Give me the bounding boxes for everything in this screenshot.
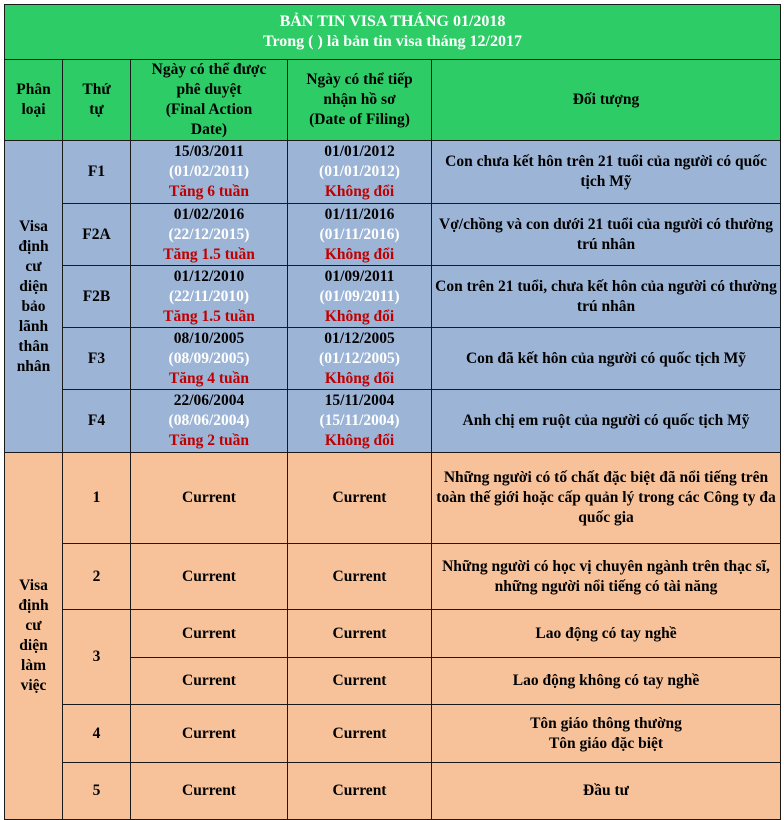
filing-cell [288,328,432,390]
order-cell: F4 [63,390,131,453]
filing-cell [288,390,432,453]
final-action-cell [131,266,288,328]
order-cell: 5 [63,763,131,820]
final-action-cell: Current [131,453,288,544]
order-cell: 2 [63,544,131,610]
final-action-previous: (01/02/2011) [168,163,250,180]
header-date-of-filing: Ngày có thể tiếp nhận hồ sơ (Date of Filing) [288,60,432,141]
employment-row-5 [5,763,781,820]
filing-cell [288,204,432,266]
employment-row-1 [5,453,781,544]
header-order: Thứ tự [63,60,131,141]
filing-cell: Current [288,705,432,763]
bulletin-title: BẢN TIN VISA THÁNG 01/2018 [279,13,506,30]
final-action-cell: Current [131,610,288,658]
subject-cell: Những người có học vị chuyên ngành trên thạc sĩ, những người nổi tiếng có tài năng [432,544,781,610]
employment-category: Visa định cư diện làm việc [5,453,63,820]
family-row-f3 [5,328,781,390]
filing-date: 15/11/2004 [324,392,395,409]
final-action-change: Tăng 1.5 tuần [163,307,255,325]
final-action-cell: Current [131,544,288,610]
subject-cell: Lao động không có tay nghề [432,658,781,705]
order-cell: 1 [63,453,131,544]
final-action-date: 08/10/2005 [173,329,245,347]
filing-cell: Current [288,658,432,705]
filing-cell [288,141,432,204]
filing-cell: Current [288,610,432,658]
filing-change: Không đổi [324,307,395,325]
filing-change: Không đổi [324,432,395,449]
order-cell: 4 [63,705,131,763]
final-action-date: 22/06/2004 [173,392,245,409]
final-action-change: Tăng 4 tuần [168,369,250,387]
filing-change: Không đổi [324,245,395,263]
filing-previous: (01/09/2011) [319,287,400,305]
filing-cell: Current [288,453,432,544]
filing-previous: (01/12/2005) [319,349,400,367]
header-subject: Đối tượng [432,60,781,141]
subject-cell: Con chưa kết hôn trên 21 tuổi của người có quốc tịch Mỹ [432,141,781,204]
filing-date: 01/09/2011 [324,267,395,285]
title-row [5,5,781,60]
filing-date: 01/01/2012 [324,143,395,160]
final-action-change: Tăng 1.5 tuần [163,245,255,263]
final-action-cell [131,328,288,390]
order-cell: F2B [63,266,131,328]
subject-cell: Tôn giáo thông thường Tôn giáo đặc biệt [432,705,781,763]
final-action-cell [131,204,288,266]
filing-date: 01/12/2005 [324,329,395,347]
order-cell: F3 [63,328,131,390]
family-category: Visa định cư diện bảo lãnh thân nhân [5,141,63,453]
final-action-previous: (22/12/2015) [168,225,250,243]
visa-bulletin-table [4,4,781,820]
header-final-action-date: Ngày có thể được phê duyệt (Final Action Date) [131,60,288,141]
subject-cell: Con đã kết hôn của người có quốc tịch Mỹ [432,328,781,390]
final-action-previous: (08/09/2005) [168,349,250,367]
subject-cell: Đầu tư [432,763,781,820]
final-action-change: Tăng 6 tuần [168,183,250,200]
filing-change: Không đổi [324,183,395,200]
order-cell: F2A [63,204,131,266]
subject-cell: Anh chị em ruột của người có quốc tịch Mỹ [432,390,781,453]
subject-cell: Con trên 21 tuổi, chưa kết hôn của người có thường trú nhân [432,266,781,328]
filing-previous: (01/11/2016) [319,225,400,243]
filing-cell: Current [288,763,432,820]
order-cell: F1 [63,141,131,204]
final-action-cell [131,141,288,204]
family-row-f1 [5,141,781,204]
final-action-cell [131,390,288,453]
final-action-cell: Current [131,763,288,820]
filing-previous: (01/01/2012) [319,163,400,180]
final-action-date: 01/12/2010 [173,267,245,285]
filing-change: Không đổi [324,369,395,387]
final-action-cell: Current [131,658,288,705]
family-row-f2b [5,266,781,328]
bulletin-subtitle: Trong ( ) là bản tin visa tháng 12/2017 [262,33,522,50]
order-cell: 3 [63,610,131,705]
filing-date: 01/11/2016 [324,205,395,223]
employment-row-2 [5,544,781,610]
family-row-f2a [5,204,781,266]
final-action-date: 15/03/2011 [174,143,244,160]
header-row [5,60,781,141]
final-action-cell: Current [131,705,288,763]
family-row-f4 [5,390,781,453]
employment-row-4 [5,705,781,763]
title-cell [5,5,781,60]
filing-cell [288,266,432,328]
final-action-previous: (22/11/2010) [168,287,250,305]
final-action-date: 01/02/2016 [173,205,245,223]
final-action-change: Tăng 2 tuần [168,432,250,449]
subject-cell: Vợ/chồng và con dưới 21 tuổi của người có thường trú nhân [432,204,781,266]
subject-cell: Lao động có tay nghề [432,610,781,658]
header-category: Phân loại [5,60,63,141]
filing-cell: Current [288,544,432,610]
employment-row-3a [5,610,781,658]
subject-cell: Những người có tố chất đặc biệt đã nổi tiếng trên toàn thế giới hoặc cấp quản lý trong các Công ty đa quốc gia [432,453,781,544]
final-action-previous: (08/06/2004) [168,412,250,429]
filing-previous: (15/11/2004) [319,412,400,429]
